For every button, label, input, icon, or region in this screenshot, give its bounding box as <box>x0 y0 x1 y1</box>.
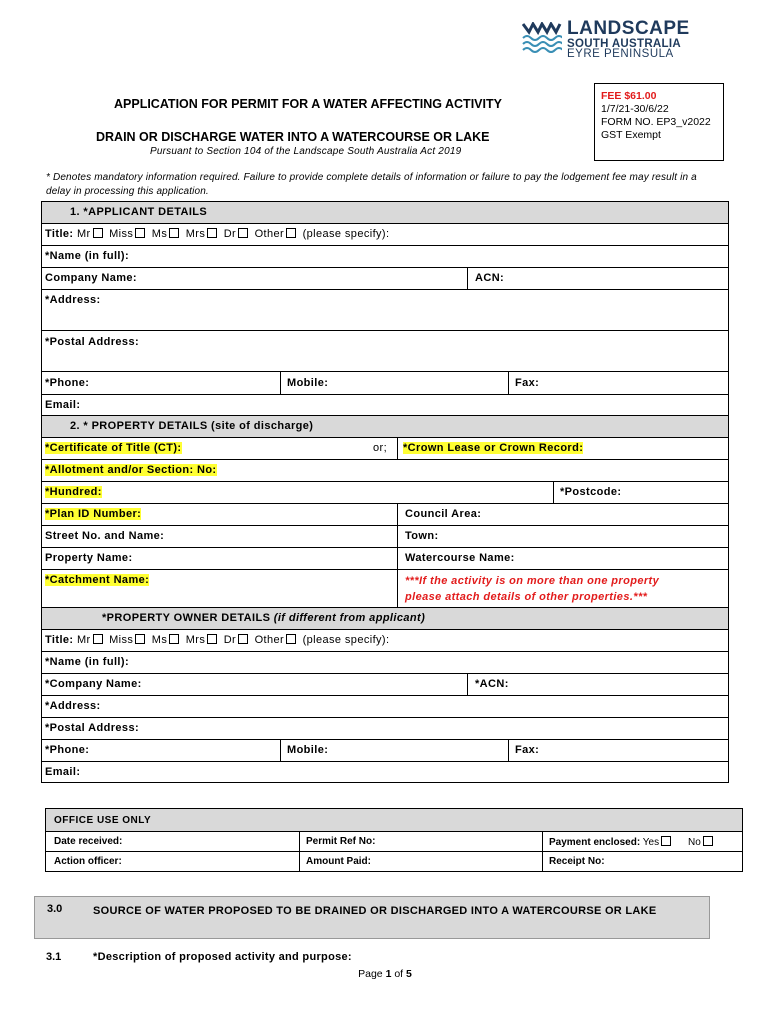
section2-header: 2. * PROPERTY DETAILS (site of discharge) <box>42 416 728 437</box>
fax-field[interactable]: Fax: <box>515 377 540 389</box>
mandatory-note: * Denotes mandatory information required. Failure to provide complete details of information or failure to pay the lodgement fee may result in a delay in processing this application. <box>46 172 697 197</box>
amount-paid-field[interactable]: Amount Paid: <box>306 856 371 867</box>
logo-title: LANDSCAPE <box>567 18 690 39</box>
payment-no[interactable]: No <box>688 837 716 848</box>
action-officer-field[interactable]: Action officer: <box>54 856 122 867</box>
fee-dates: 1/7/21-30/6/22 <box>601 103 669 115</box>
pursuant-text: Pursuant to Section 104 of the Landscape South Australia Act 2019 <box>150 146 462 157</box>
receipt-no-field[interactable]: Receipt No: <box>549 856 605 867</box>
owner-title-label: Title: <box>45 634 74 646</box>
owner-title-specify: (please specify): <box>302 634 390 646</box>
fee-amount: FEE $61.00 <box>601 90 657 102</box>
gst-status: GST Exempt <box>601 129 661 141</box>
fee-box <box>594 83 724 161</box>
checkbox-icon[interactable] <box>207 634 217 644</box>
owner-title-opt-miss[interactable]: Miss <box>109 634 148 646</box>
phone-field[interactable]: *Phone: <box>45 377 90 389</box>
owner-name-field[interactable]: *Name (in full): <box>45 656 130 668</box>
postal-address-field[interactable]: *Postal Address: <box>45 336 140 348</box>
title-opt-other[interactable]: Other <box>255 228 300 240</box>
page-subtitle: DRAIN OR DISCHARGE WATER INTO A WATERCOURSE OR LAKE <box>96 130 490 144</box>
title-label: Title: <box>45 228 74 240</box>
form-number: FORM NO. EP3_v2022 <box>601 116 711 128</box>
checkbox-icon[interactable] <box>286 228 296 238</box>
checkbox-icon[interactable] <box>207 228 217 238</box>
office-header: OFFICE USE ONLY <box>54 815 152 826</box>
owner-address-field[interactable]: *Address: <box>45 700 101 712</box>
watercourse-name-field[interactable]: Watercourse Name: <box>405 552 515 564</box>
applicant-name-field[interactable]: *Name (in full): <box>45 250 130 262</box>
landscape-logo-icon <box>522 22 562 56</box>
title-opt-miss[interactable]: Miss <box>109 228 148 240</box>
title-opt-ms[interactable]: Ms <box>152 228 182 240</box>
mobile-field[interactable]: Mobile: <box>287 377 329 389</box>
allotment-field[interactable]: *Allotment and/or Section: No: <box>45 464 217 476</box>
section31-label: *Description of proposed activity and purpose: <box>93 951 352 963</box>
page-footer: Page 1 of 5 <box>358 968 412 980</box>
owner-title-opt-mr[interactable]: Mr <box>77 634 106 646</box>
title-opt-mr[interactable]: Mr <box>77 228 106 240</box>
checkbox-icon[interactable] <box>135 228 145 238</box>
checkbox-icon[interactable] <box>661 836 671 846</box>
plan-id-field[interactable]: *Plan ID Number: <box>45 508 142 520</box>
section3-title: SOURCE OF WATER PROPOSED TO BE DRAINED OR DISCHARGED INTO A WATERCOURSE OR LAKE <box>93 905 657 917</box>
town-field[interactable]: Town: <box>405 530 439 542</box>
date-received-field[interactable]: Date received: <box>54 836 123 847</box>
hundred-field[interactable]: *Hundred: <box>45 486 102 498</box>
multi-property-note: ***If the activity is on more than one property please attach details of other properties.*** <box>405 575 660 603</box>
postcode-field[interactable]: *Postcode: <box>560 486 622 498</box>
checkbox-icon[interactable] <box>286 634 296 644</box>
catchment-name-field[interactable]: *Catchment Name: <box>45 574 150 586</box>
title-opt-mrs[interactable]: Mrs <box>186 228 221 240</box>
or-label: or; <box>373 442 388 454</box>
owner-title-row <box>42 630 728 651</box>
owner-title-opt-mrs[interactable]: Mrs <box>186 634 221 646</box>
checkbox-icon[interactable] <box>169 228 179 238</box>
checkbox-icon[interactable] <box>93 228 103 238</box>
checkbox-icon[interactable] <box>93 634 103 644</box>
acn-field[interactable]: ACN: <box>475 272 505 284</box>
certificate-title-field[interactable]: *Certificate of Title (CT): <box>45 442 182 454</box>
owner-company-field[interactable]: *Company Name: <box>45 678 142 690</box>
title-specify: (please specify): <box>302 228 390 240</box>
crown-lease-field[interactable]: *Crown Lease or Crown Record: <box>403 442 584 454</box>
property-name-field[interactable]: Property Name: <box>45 552 133 564</box>
owner-header: *PROPERTY OWNER DETAILS (if different from applicant) <box>42 608 728 629</box>
office-use-box <box>45 808 743 872</box>
owner-title-opt-dr[interactable]: Dr <box>224 634 251 646</box>
permit-ref-field[interactable]: Permit Ref No: <box>306 836 376 847</box>
checkbox-icon[interactable] <box>238 228 248 238</box>
council-area-field[interactable]: Council Area: <box>405 508 482 520</box>
applicant-title-row <box>42 224 728 245</box>
owner-title-opt-other[interactable]: Other <box>255 634 300 646</box>
logo-region: EYRE PENINSULA <box>567 48 674 60</box>
address-field[interactable]: *Address: <box>45 294 101 306</box>
section1-header: 1. *APPLICANT DETAILS <box>42 202 728 223</box>
owner-acn-field[interactable]: *ACN: <box>475 678 509 690</box>
checkbox-icon[interactable] <box>169 634 179 644</box>
section3-number: 3.0 <box>47 903 63 915</box>
owner-phone-field[interactable]: *Phone: <box>45 744 90 756</box>
payment-yes[interactable]: Yes <box>643 837 674 848</box>
page-title: APPLICATION FOR PERMIT FOR A WATER AFFECTING ACTIVITY <box>114 97 502 111</box>
section3-header <box>34 896 710 939</box>
owner-postal-field[interactable]: *Postal Address: <box>45 722 140 734</box>
owner-fax-field[interactable]: Fax: <box>515 744 540 756</box>
email-field[interactable]: Email: <box>45 399 81 411</box>
street-field[interactable]: Street No. and Name: <box>45 530 165 542</box>
checkbox-icon[interactable] <box>238 634 248 644</box>
title-opt-dr[interactable]: Dr <box>224 228 251 240</box>
owner-title-opt-ms[interactable]: Ms <box>152 634 182 646</box>
owner-mobile-field[interactable]: Mobile: <box>287 744 329 756</box>
owner-email-field[interactable]: Email: <box>45 766 81 778</box>
payment-enclosed: Payment enclosed: Yes No <box>549 836 716 848</box>
company-name-field[interactable]: Company Name: <box>45 272 137 284</box>
section31-number: 3.1 <box>46 951 62 963</box>
checkbox-icon[interactable] <box>135 634 145 644</box>
logo-subtitle: SOUTH AUSTRALIA <box>567 38 681 50</box>
checkbox-icon[interactable] <box>703 836 713 846</box>
